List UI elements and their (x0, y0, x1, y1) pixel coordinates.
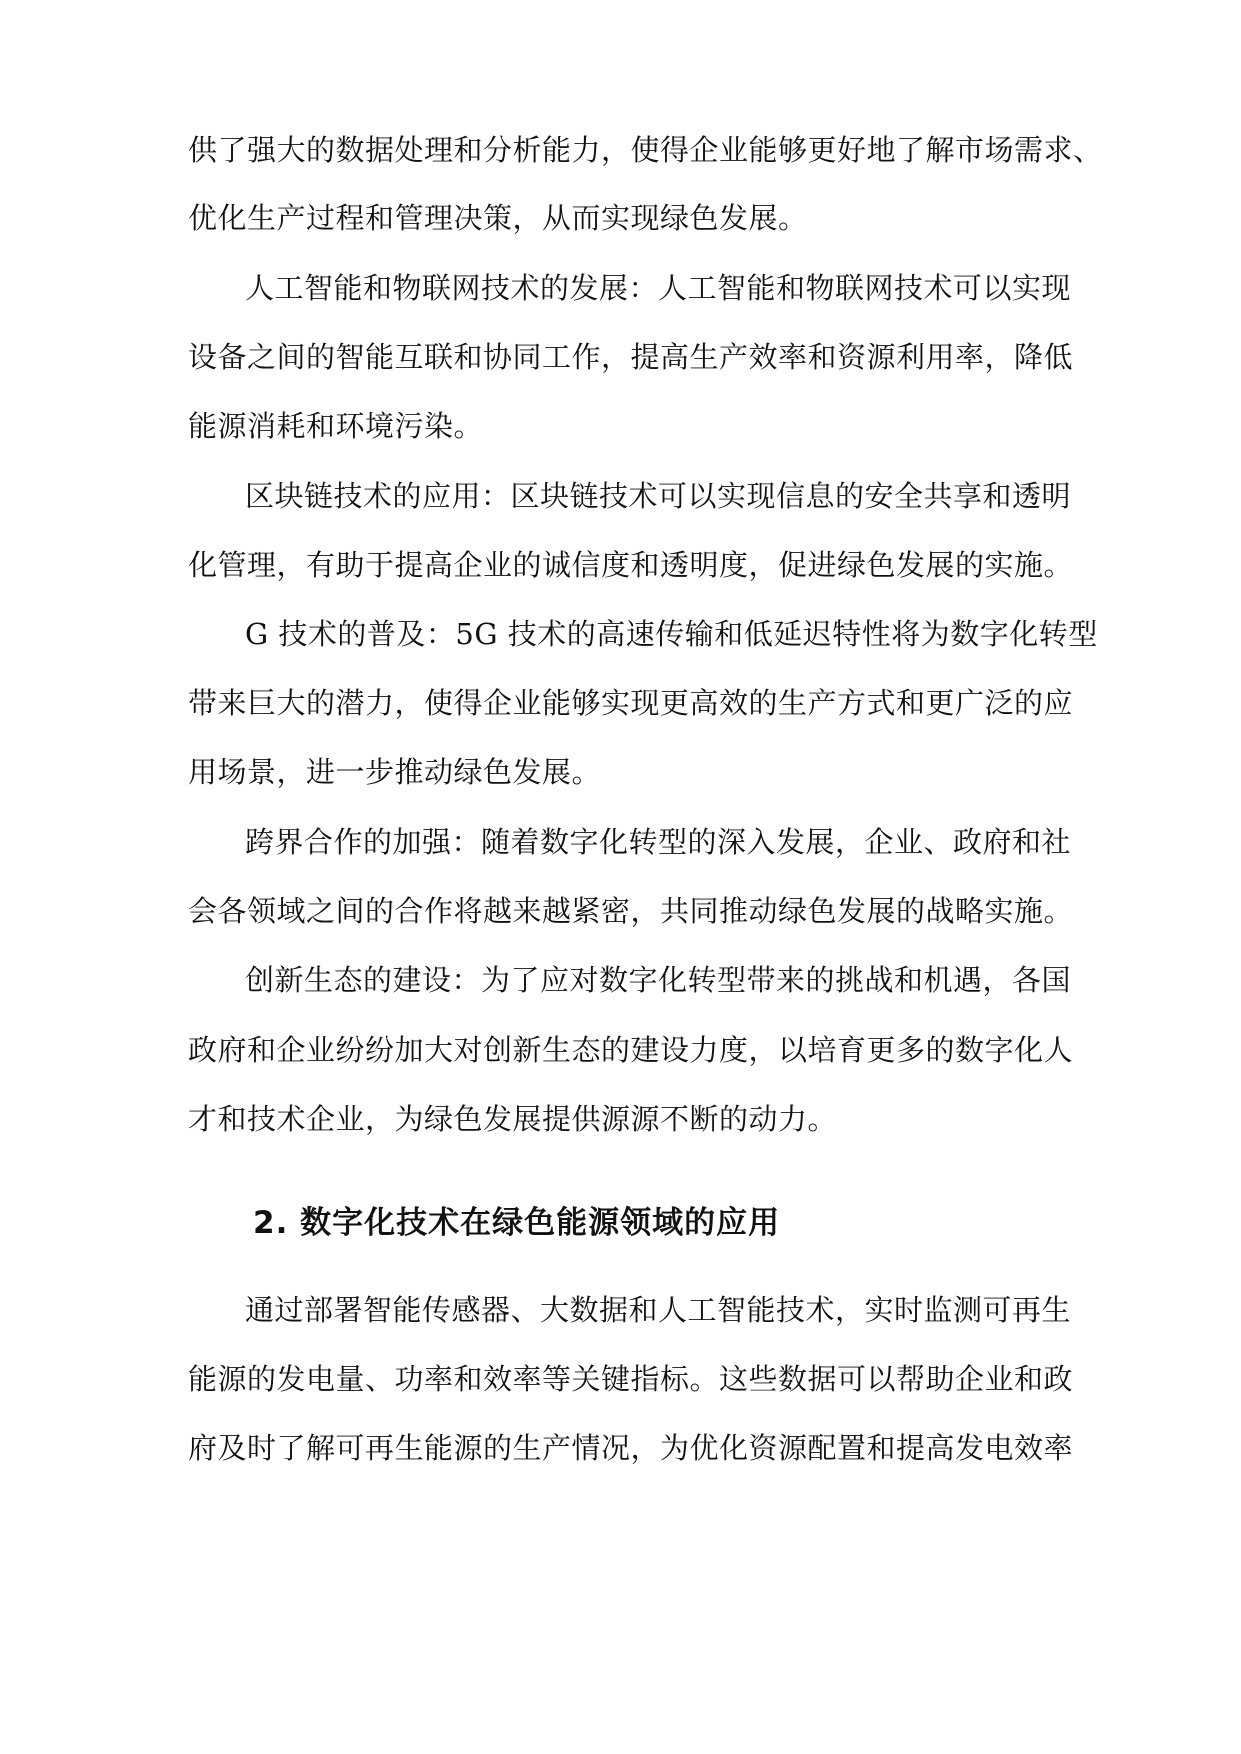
text-line: 优化生产过程和管理决策，从而实现绿色发展。 (188, 201, 808, 235)
text-line: 能源消耗和环境污染。 (188, 409, 484, 443)
paragraph-start-cross-border: 跨界合作的加强：随着数字化转型的深入发展，企业、政府和社 (245, 825, 1072, 859)
text-line: 能源的发电量、功率和效率等关键指标。这些数据可以帮助企业和政 (188, 1362, 1074, 1396)
paragraph-start-5g: G 技术的普及：5G 技术的高速传输和低延迟特性将为数字化转型 (245, 617, 1098, 651)
paragraph-start-innovation: 创新生态的建设：为了应对数字化转型带来的挑战和机遇，各国 (245, 963, 1072, 997)
text-line: 设备之间的智能互联和协同工作，提高生产效率和资源利用率，降低 (188, 340, 1074, 374)
text-line: 才和技术企业，为绿色发展提供源源不断的动力。 (188, 1102, 838, 1136)
paragraph-start-section: 通过部署智能传感器、大数据和人工智能技术，实时监测可再生 (245, 1293, 1072, 1327)
text-line: 带来巨大的潜力，使得企业能够实现更高效的生产方式和更广泛的应 (188, 686, 1074, 720)
text-line: 供了强大的数据处理和分析能力，使得企业能够更好地了解市场需求、 (188, 133, 1103, 167)
text-line: 化管理，有助于提高企业的诚信度和透明度，促进绿色发展的实施。 (188, 548, 1074, 582)
text-line: 会各领域之间的合作将越来越紧密，共同推动绿色发展的战略实施。 (188, 894, 1074, 928)
text-line: 府及时了解可再生能源的生产情况，为优化资源配置和提高发电效率 (188, 1431, 1074, 1465)
text-line: 政府和企业纷纷加大对创新生态的建设力度，以培育更多的数字化人 (188, 1033, 1074, 1067)
text-line: 用场景，进一步推动绿色发展。 (188, 755, 602, 789)
section-heading: 2. 数字化技术在绿色能源领域的应用 (253, 1205, 781, 1241)
paragraph-start-blockchain: 区块链技术的应用：区块链技术可以实现信息的安全共享和透明 (245, 479, 1072, 513)
paragraph-start-ai-iot: 人工智能和物联网技术的发展：人工智能和物联网技术可以实现 (245, 271, 1072, 305)
